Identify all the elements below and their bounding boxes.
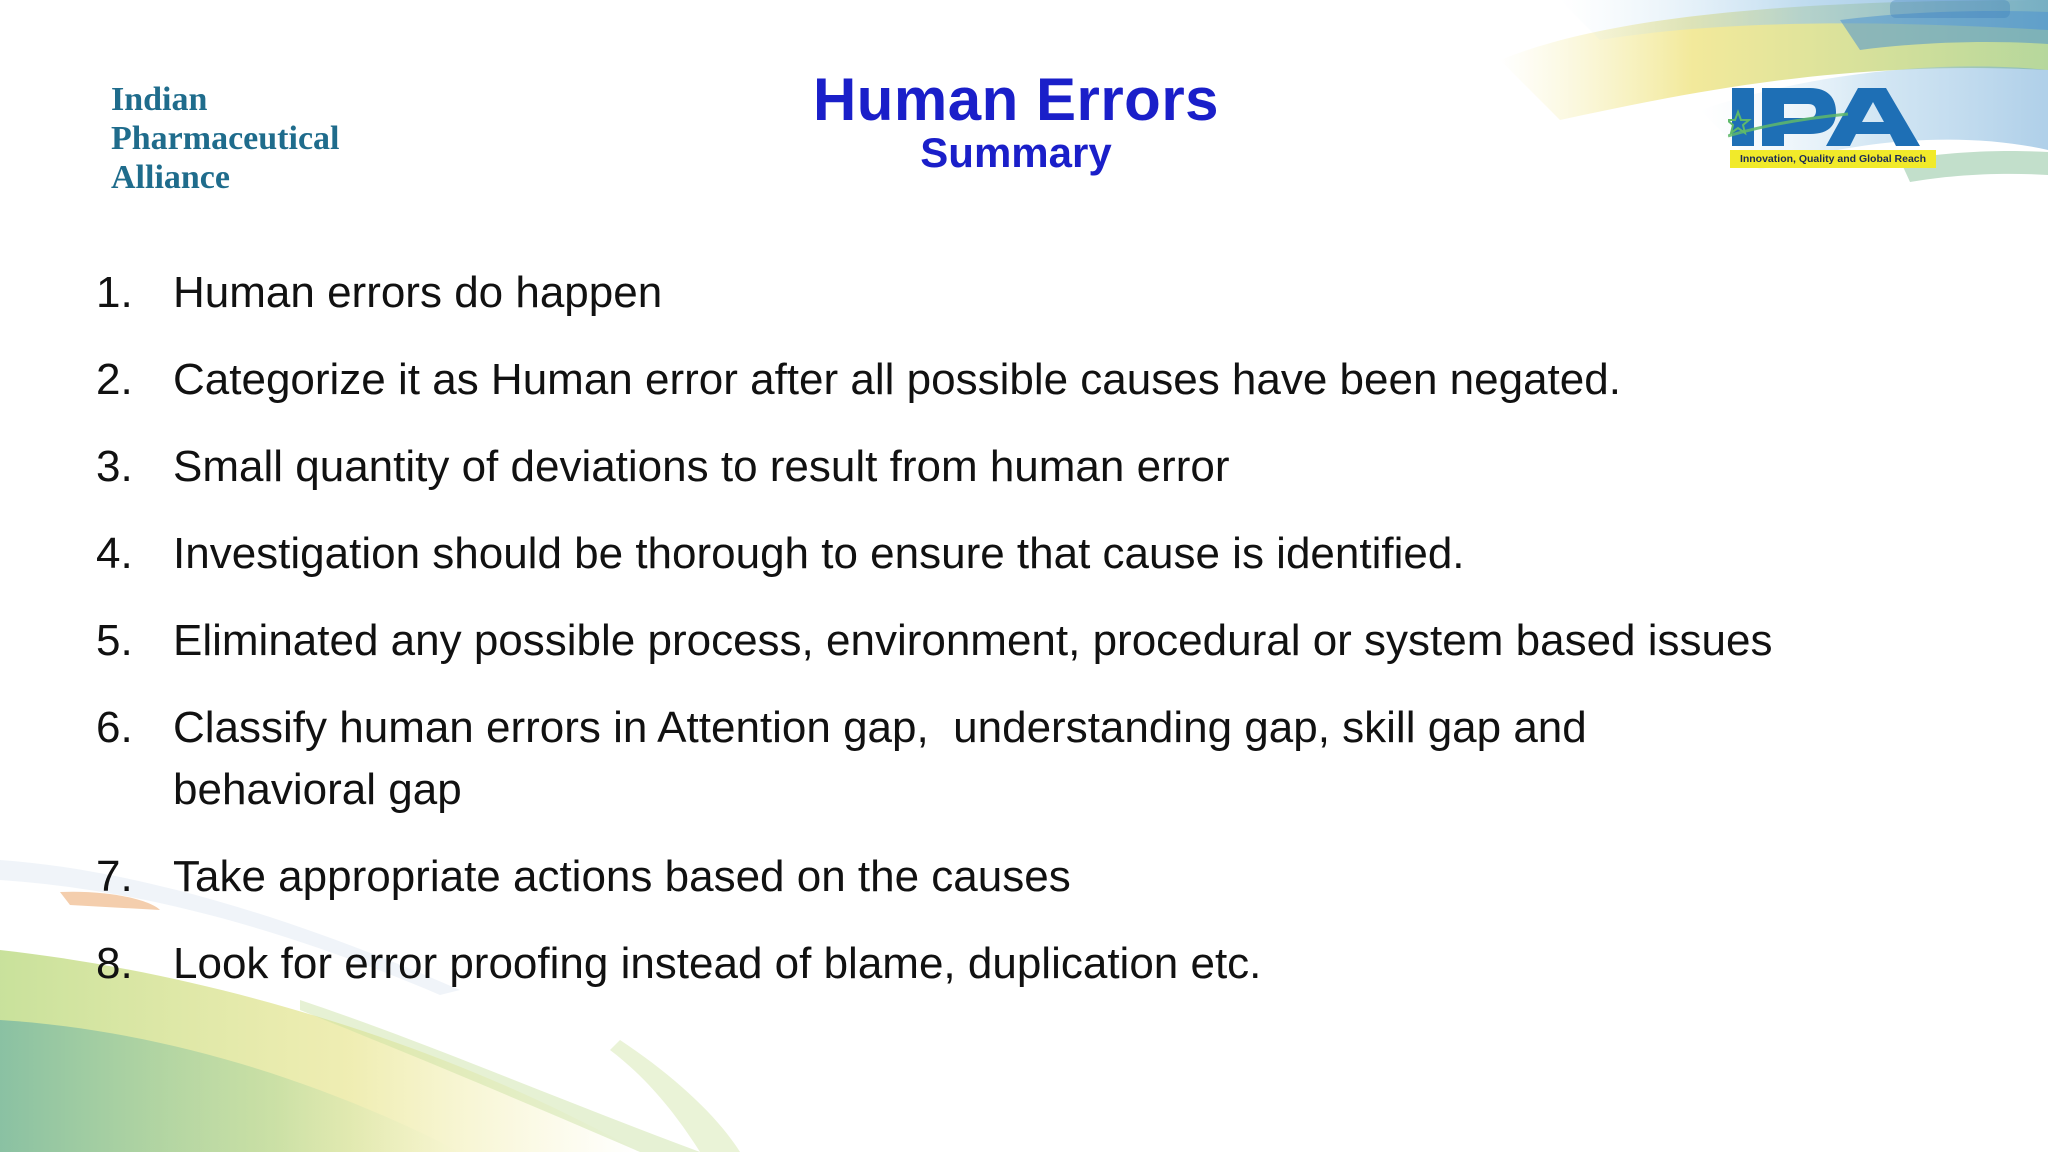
page-subtitle: Summary — [920, 129, 1112, 176]
summary-list — [0, 262, 1780, 1020]
list-item-number: 4. — [96, 529, 133, 578]
ipa-logo — [1728, 84, 1938, 170]
list-item-text: Human errors do happen — [173, 268, 663, 317]
list-item-text: Investigation should be thorough to ensure that cause is identified. — [173, 529, 1465, 578]
list-item-number: 7. — [96, 852, 133, 901]
list-item — [0, 846, 1780, 908]
list-item-number: 3. — [96, 442, 133, 491]
title-block — [624, 64, 1408, 176]
list-item-number: 2. — [96, 355, 133, 404]
list-item-text: Eliminated any possible process, environment, procedural or system based issues — [173, 616, 1773, 665]
org-name-line: Alliance — [111, 159, 230, 196]
list-item — [0, 933, 1780, 995]
org-name-line: Pharmaceutical — [111, 120, 340, 157]
ipa-logo-mark — [1728, 84, 1938, 150]
org-name — [111, 80, 340, 197]
list-item — [0, 610, 1780, 672]
list-item — [0, 697, 1780, 821]
list-item-text: Categorize it as Human error after all possible causes have been negated. — [173, 355, 1621, 404]
page-title: Human Errors — [812, 66, 1220, 133]
list-item-number: 6. — [96, 703, 133, 752]
list-item — [0, 349, 1780, 411]
list-item — [0, 262, 1780, 324]
list-item-number: 1. — [96, 268, 133, 317]
org-name-line: Indian — [111, 81, 208, 118]
list-item — [0, 523, 1780, 585]
list-item-number: 8. — [96, 939, 133, 988]
list-item-text: Look for error proofing instead of blame, duplication etc. — [173, 939, 1262, 988]
list-item — [0, 436, 1780, 498]
list-item-text: Classify human errors in Attention gap, understanding gap, skill gap and behavioral gap — [173, 703, 1599, 814]
list-item-text: Small quantity of deviations to result from human error — [173, 442, 1230, 491]
list-item-number: 5. — [96, 616, 133, 665]
logo-tagline: Innovation, Quality and Global Reach — [1730, 150, 1936, 168]
list-item-text: Take appropriate actions based on the causes — [173, 852, 1071, 901]
